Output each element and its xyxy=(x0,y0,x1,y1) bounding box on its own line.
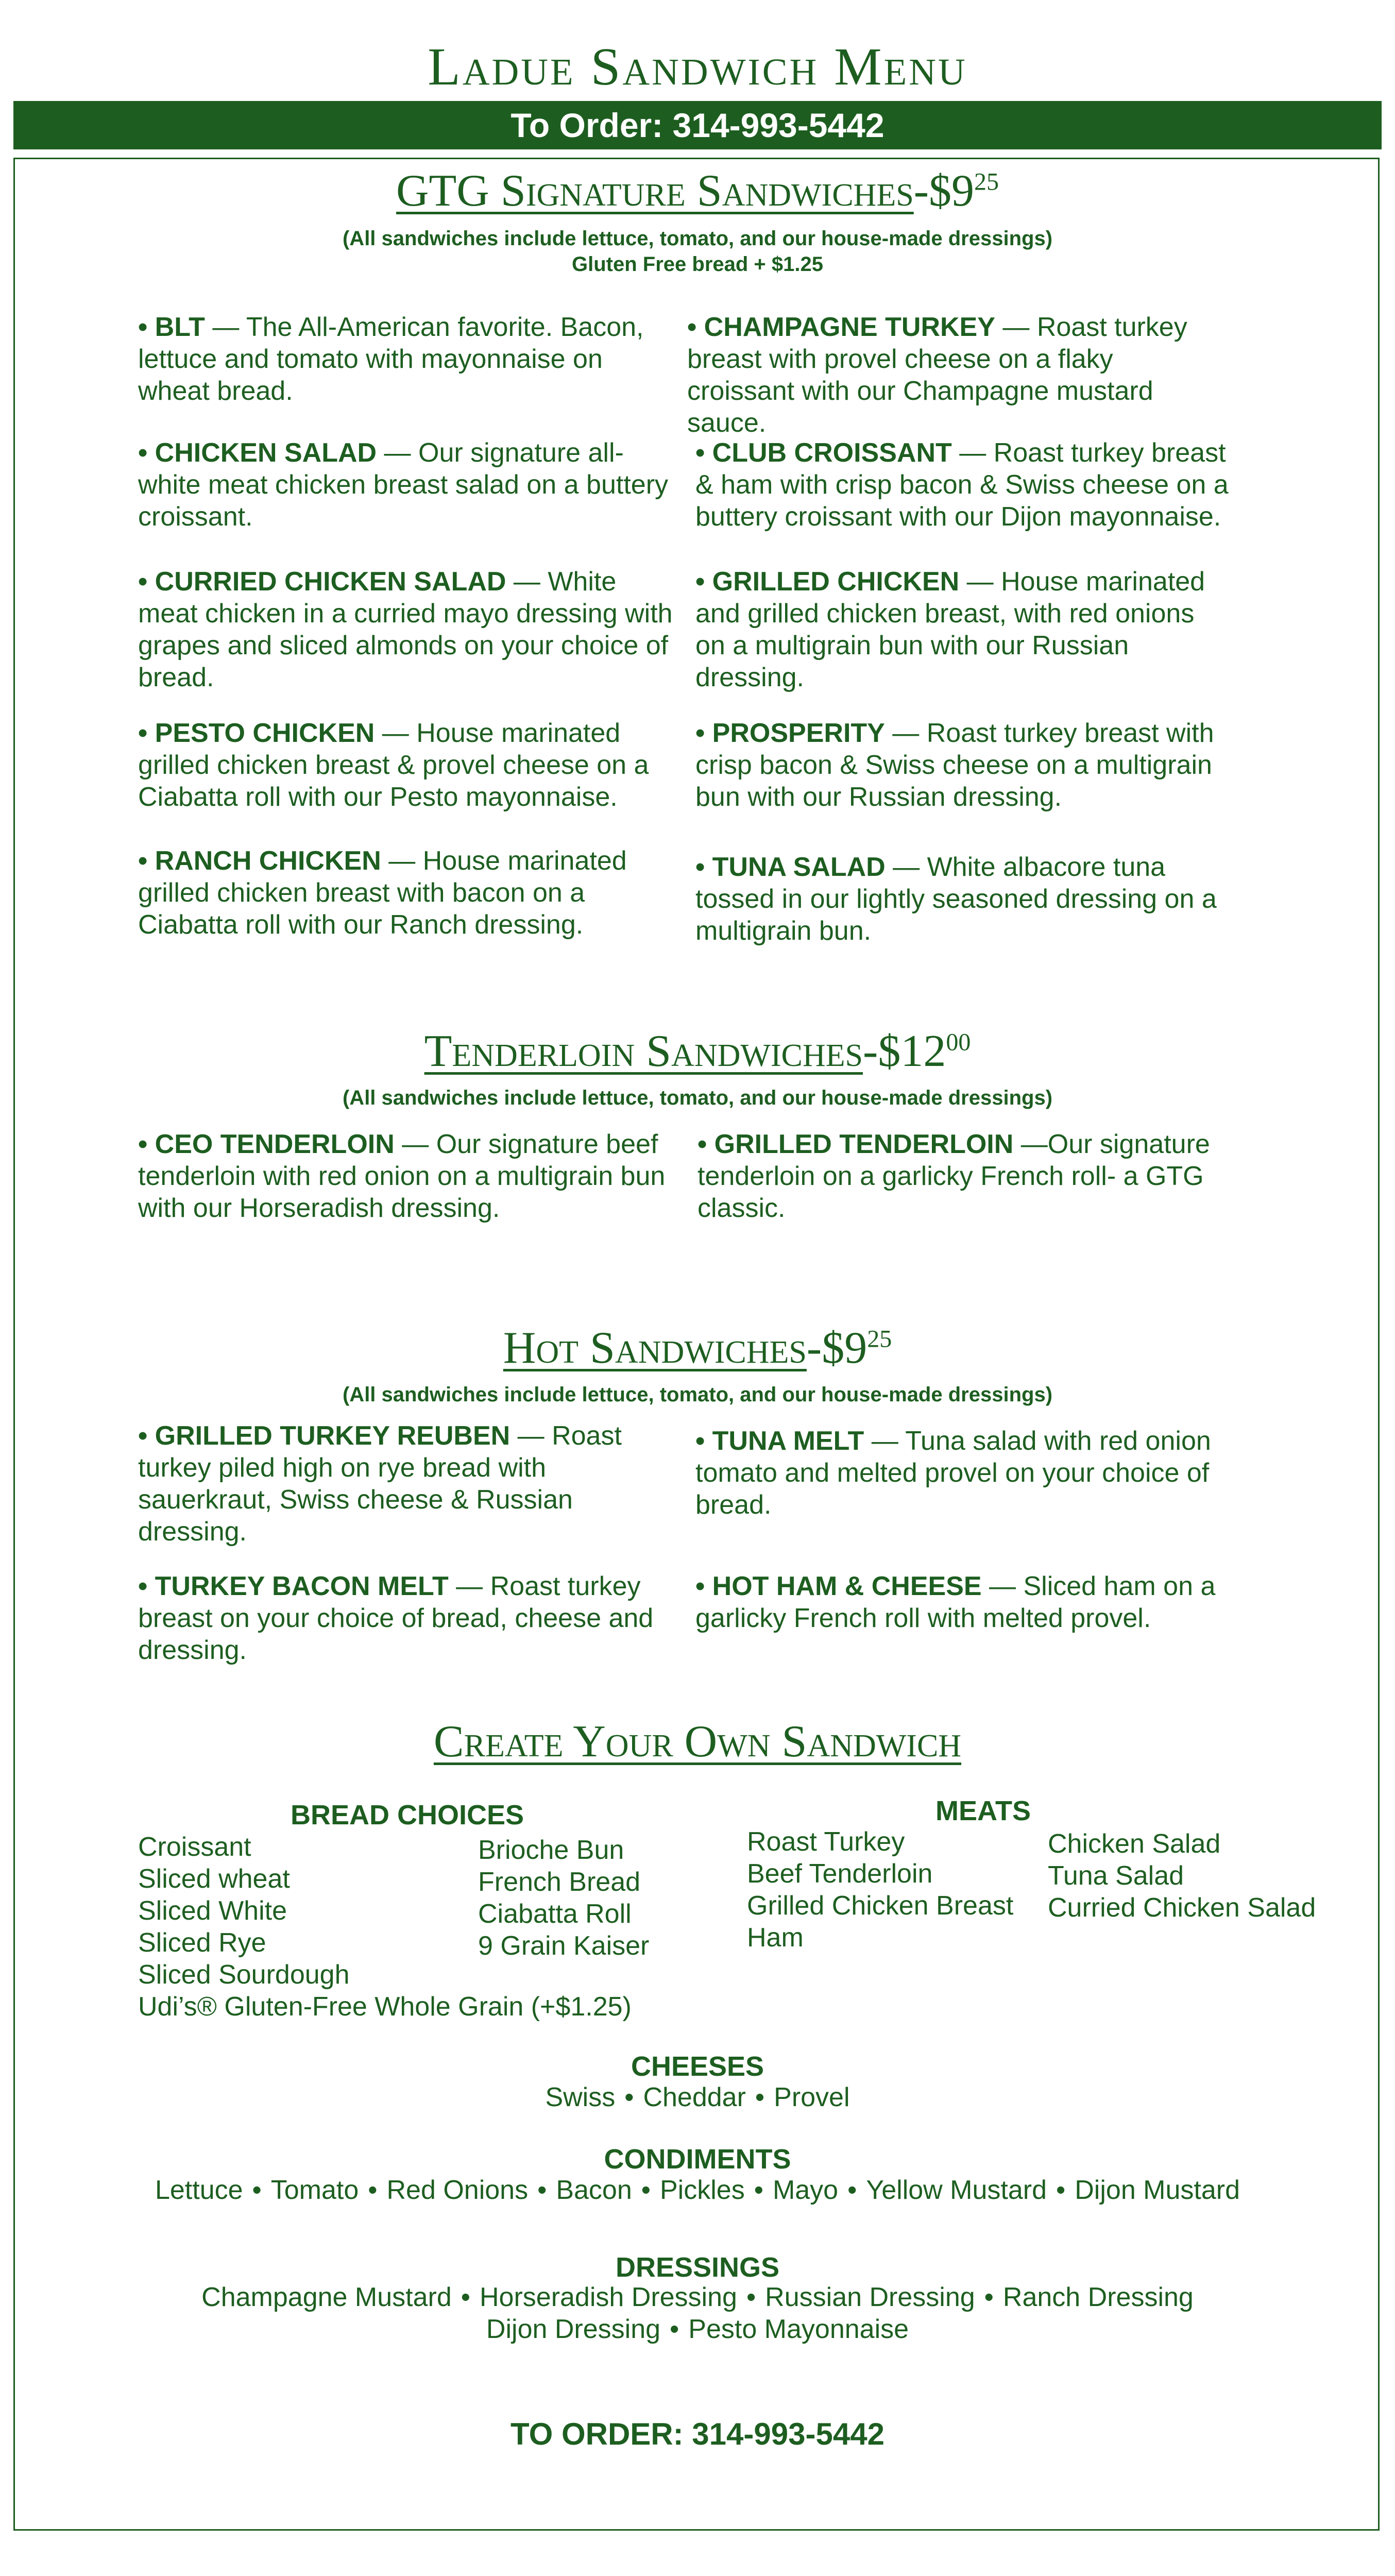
dressing-item: Dijon Dressing xyxy=(486,2314,661,2344)
bullet-separator: • xyxy=(537,2175,547,2205)
condiment-item: Dijon Mustard xyxy=(1075,2175,1240,2205)
signature-note: (All sandwiches include lettuce, tomato, and our house-made dressings) xyxy=(342,227,1053,250)
list-item: Chicken Salad xyxy=(1048,1829,1221,1859)
bullet-separator: • xyxy=(755,2082,765,2112)
menu-item xyxy=(138,437,674,533)
item-desc: — Roast turkey breast on your choice of bread, cheese and dressing. xyxy=(138,1571,654,1665)
menu-item xyxy=(687,311,1223,439)
dressings-line-2 xyxy=(0,2313,1395,2345)
item-desc: — Our signature all-white meat chicken breast salad on a buttery croissant. xyxy=(138,438,669,532)
item-name: • GRILLED TURKEY REUBEN xyxy=(138,1421,511,1451)
condiments-heading: CONDIMENTS xyxy=(604,2144,791,2175)
menu-item xyxy=(695,566,1231,693)
tenderloin-price-cents: 00 xyxy=(946,1028,971,1056)
signature-section-title xyxy=(0,165,1395,217)
item-name: • BLT xyxy=(138,312,205,342)
cheeses-line xyxy=(0,2081,1395,2113)
item-name: • TUNA MELT xyxy=(695,1426,864,1456)
item-name: • PROSPERITY xyxy=(695,718,885,748)
menu-item xyxy=(138,845,674,941)
tenderloin-section-title xyxy=(0,1025,1395,1077)
bullet-separator: • xyxy=(641,2175,651,2205)
order-phone-banner: To Order: 314-993-5442 xyxy=(13,101,1382,149)
signature-price-cents: 25 xyxy=(974,168,999,196)
bullet-separator: • xyxy=(670,2314,679,2344)
item-desc: — Roast turkey piled high on rye bread with sauerkraut, Swiss cheese & Russian dressing. xyxy=(138,1421,622,1547)
bullet-separator: • xyxy=(746,2282,756,2312)
list-item: Beef Tenderloin xyxy=(747,1859,933,1889)
item-name: • RANCH CHICKEN xyxy=(138,846,381,876)
item-desc: — Our signature beef tenderloin with red onion on a multigrain bun with our Horseradish dressing. xyxy=(138,1129,666,1223)
item-desc: — Roast turkey breast with crisp bacon & Swiss cheese on a multigrain bun with our Russian dressing. xyxy=(695,718,1214,812)
page-title: Ladue Sandwich Menu xyxy=(428,37,967,96)
tenderloin-note: (All sandwiches include lettuce, tomato, and our house-made dressings) xyxy=(342,1087,1053,1109)
menu-item xyxy=(698,1128,1233,1224)
menu-item xyxy=(138,1570,674,1666)
item-desc: — House marinated grilled chicken breast with bacon on a Ciabatta roll with our Ranch dressing. xyxy=(138,846,627,940)
condiment-item: Bacon xyxy=(556,2175,632,2205)
list-item: Udi’s® Gluten-Free Whole Grain (+$1.25) xyxy=(138,1992,632,2022)
item-desc: — House marinated grilled chicken breast & provel cheese on a Ciabatta roll with our Pesto mayonnaise. xyxy=(138,718,649,812)
dressing-item: Russian Dressing xyxy=(765,2282,975,2312)
item-name: • CEO TENDERLOIN xyxy=(138,1129,395,1159)
meats-list-col1 xyxy=(747,1826,1013,1954)
dressing-item: Champagne Mustard xyxy=(201,2282,452,2312)
list-item: Ciabatta Roll xyxy=(478,1899,632,1929)
list-item: 9 Grain Kaiser xyxy=(478,1931,650,1961)
condiment-item: Mayo xyxy=(772,2175,839,2205)
item-desc: — White meat chicken in a curried mayo dressing with grapes and sliced almonds on your choice of bread. xyxy=(138,567,673,692)
dressing-item: Horseradish Dressing xyxy=(479,2282,737,2312)
list-item: French Bread xyxy=(478,1867,641,1897)
bullet-separator: • xyxy=(754,2175,763,2205)
menu-item xyxy=(138,311,674,407)
item-desc: — The All-American favorite. Bacon, lettuce and tomato with mayonnaise on wheat bread. xyxy=(138,312,644,406)
condiment-item: Tomato xyxy=(270,2175,359,2205)
item-name: • TUNA SALAD xyxy=(695,852,886,882)
list-item: Brioche Bun xyxy=(478,1835,624,1865)
bread-list-col2 xyxy=(478,1834,649,1962)
dressing-item: Pesto Mayonnaise xyxy=(688,2314,909,2344)
condiments-line xyxy=(0,2174,1395,2206)
hot-note: (All sandwiches include lettuce, tomato, and our house-made dressings) xyxy=(342,1383,1053,1406)
item-desc: — White albacore tuna tossed in our lightly seasoned dressing on a multigrain bun. xyxy=(695,852,1217,946)
item-desc: — Sliced ham on a garlicky French roll with melted provel. xyxy=(695,1571,1216,1633)
bullet-separator: • xyxy=(461,2282,470,2312)
condiment-item: Yellow Mustard xyxy=(866,2175,1047,2205)
menu-item xyxy=(695,1570,1231,1634)
footer-order-line: TO ORDER: 314-993-5442 xyxy=(511,2417,884,2451)
signature-title-text: GTG Signature Sandwiches xyxy=(396,166,914,216)
hot-price-cents: 25 xyxy=(867,1325,892,1353)
list-item: Croissant xyxy=(138,1832,251,1862)
hot-section-title xyxy=(0,1322,1395,1374)
list-item: Grilled Chicken Breast xyxy=(747,1891,1014,1921)
list-item: Ham xyxy=(747,1923,804,1953)
menu-item xyxy=(138,717,674,813)
item-desc: — Tuna salad with red onion tomato and melted provel on your choice of bread. xyxy=(695,1426,1211,1520)
menu-item xyxy=(695,437,1231,533)
item-name: • CHAMPAGNE TURKEY xyxy=(687,312,995,342)
menu-item xyxy=(695,851,1231,947)
list-item: Curried Chicken Salad xyxy=(1048,1893,1316,1923)
menu-item xyxy=(138,566,674,693)
dressings-heading: DRESSINGS xyxy=(615,2252,780,2283)
item-name: • CLUB CROISSANT xyxy=(695,438,952,468)
item-name: • GRILLED CHICKEN xyxy=(695,567,960,597)
item-name: • CHICKEN SALAD xyxy=(138,438,377,468)
bullet-separator: • xyxy=(368,2175,378,2205)
create-section-title xyxy=(0,1716,1395,1768)
bullet-separator: • xyxy=(847,2175,857,2205)
condiment-item: Lettuce xyxy=(155,2175,243,2205)
hot-title-text: Hot Sandwiches xyxy=(503,1323,807,1373)
menu-item xyxy=(695,717,1231,813)
hot-price: -$9 xyxy=(806,1323,867,1373)
bread-choices-heading: BREAD CHOICES xyxy=(291,1800,524,1831)
bullet-separator: • xyxy=(1056,2175,1066,2205)
menu-item xyxy=(138,1420,674,1548)
meats-heading: MEATS xyxy=(935,1795,1031,1826)
tenderloin-price: -$12 xyxy=(863,1026,946,1076)
bullet-separator: • xyxy=(984,2282,994,2312)
item-name: • GRILLED TENDERLOIN xyxy=(698,1129,1014,1159)
item-name: • CURRIED CHICKEN SALAD xyxy=(138,567,506,597)
item-desc: — Roast turkey breast with provel cheese on a flaky croissant with our Champagne mustard sauce. xyxy=(687,312,1187,438)
bullet-separator: • xyxy=(252,2175,262,2205)
item-name: • HOT HAM & CHEESE xyxy=(695,1571,982,1601)
menu-item xyxy=(695,1425,1231,1521)
condiment-item: Pickles xyxy=(660,2175,745,2205)
item-desc: — House marinated and grilled chicken breast, with red onions on a multigrain bun with our Russian dressing. xyxy=(695,567,1205,692)
signature-gluten-note: Gluten Free bread + $1.25 xyxy=(572,253,823,276)
menu-item xyxy=(138,1128,674,1224)
list-item: Sliced wheat xyxy=(138,1864,290,1894)
dressings-line-1 xyxy=(0,2281,1395,2313)
condiment-item: Red Onions xyxy=(386,2175,529,2205)
bullet-separator: • xyxy=(624,2082,634,2112)
cheese-item: Swiss xyxy=(545,2082,616,2112)
item-desc: — Roast turkey breast & ham with crisp bacon & Swiss cheese on a buttery croissant with our Dijon mayonnaise. xyxy=(695,438,1229,532)
dressing-item: Ranch Dressing xyxy=(1002,2282,1194,2312)
cheese-item: Provel xyxy=(774,2082,850,2112)
list-item: Sliced White xyxy=(138,1896,287,1926)
list-item: Tuna Salad xyxy=(1048,1861,1184,1891)
tenderloin-title-text: Tenderloin Sandwiches xyxy=(424,1026,863,1076)
cheeses-heading: CHEESES xyxy=(631,2051,764,2082)
list-item: Sliced Sourdough xyxy=(138,1960,350,1990)
item-name: • TURKEY BACON MELT xyxy=(138,1571,449,1601)
cheese-item: Cheddar xyxy=(643,2082,746,2112)
list-item: Roast Turkey xyxy=(747,1827,905,1857)
meats-list-col2 xyxy=(1048,1828,1316,1924)
signature-price: -$9 xyxy=(913,166,974,216)
item-desc: —Our signature tenderloin on a garlicky French roll- a GTG classic. xyxy=(698,1129,1210,1223)
create-title-text: Create Your Own Sandwich xyxy=(433,1717,962,1767)
list-item: Sliced Rye xyxy=(138,1928,266,1958)
item-name: • PESTO CHICKEN xyxy=(138,718,375,748)
